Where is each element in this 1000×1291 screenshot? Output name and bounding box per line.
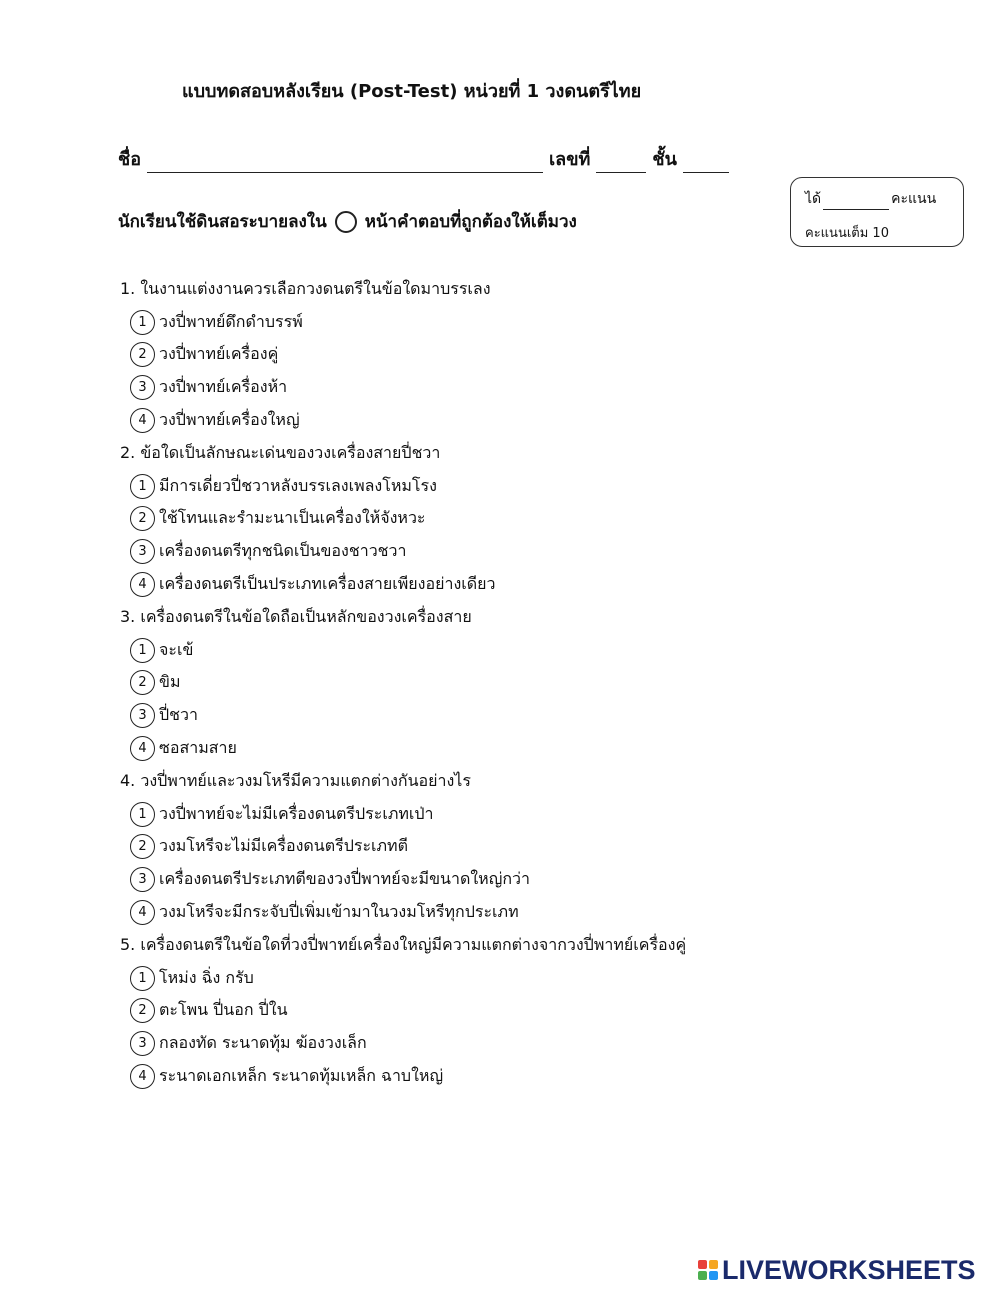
answer-bubble[interactable]: 4 bbox=[130, 408, 155, 433]
class-label: ชั้น bbox=[652, 149, 677, 170]
answer-bubble[interactable]: 3 bbox=[130, 1031, 155, 1056]
score-points-label: คะแนน bbox=[891, 191, 937, 207]
answer-choice[interactable] bbox=[118, 306, 878, 339]
answer-text: วงปี่พาทย์ดึกดำบรรพ์ bbox=[159, 311, 303, 331]
answer-choice[interactable] bbox=[118, 699, 878, 732]
answer-text: ขิม bbox=[159, 672, 181, 692]
question-text: 2. ข้อใดเป็นลักษณะเด่นของวงเครื่องสายปี่ชวา bbox=[120, 442, 441, 462]
number-field[interactable] bbox=[596, 154, 646, 173]
answer-text: วงปี่พาทย์เครื่องคู่ bbox=[159, 344, 279, 364]
answer-bubble[interactable]: 3 bbox=[130, 703, 155, 728]
name-label: ชื่อ bbox=[118, 149, 142, 170]
answer-bubble[interactable]: 2 bbox=[130, 342, 155, 367]
answer-bubble[interactable]: 1 bbox=[130, 966, 155, 991]
circle-icon bbox=[335, 211, 357, 233]
logo-square bbox=[698, 1260, 707, 1269]
answer-text: เครื่องดนตรีเป็นประเภทเครื่องสายเพียงอย่างเดียว bbox=[159, 574, 496, 594]
answer-choice[interactable] bbox=[118, 863, 878, 896]
answer-bubble[interactable]: 3 bbox=[130, 539, 155, 564]
class-field[interactable] bbox=[683, 154, 729, 173]
answer-bubble[interactable]: 1 bbox=[130, 802, 155, 827]
student-info-line bbox=[118, 144, 735, 173]
answer-choice[interactable] bbox=[118, 1060, 878, 1093]
answer-text: ระนาดเอกเหล็ก ระนาดทุ้มเหล็ก ฉาบใหญ่ bbox=[159, 1066, 444, 1086]
instruction-text-before: นักเรียนใช้ดินสอระบายลงใน bbox=[118, 212, 327, 232]
answer-choice[interactable] bbox=[118, 404, 878, 437]
answer-text: วงมโหรีจะมีกระจับปี่เพิ่มเข้ามาในวงมโหรีทุกประเภท bbox=[159, 902, 519, 922]
answer-bubble[interactable]: 2 bbox=[130, 670, 155, 695]
answer-choice[interactable] bbox=[118, 732, 878, 765]
liveworksheets-logo-icon bbox=[698, 1260, 718, 1280]
answer-choice[interactable] bbox=[118, 371, 878, 404]
answer-text: วงปี่พาทย์เครื่องใหญ่ bbox=[159, 410, 300, 430]
answer-choice[interactable] bbox=[118, 962, 878, 995]
answer-bubble[interactable]: 4 bbox=[130, 572, 155, 597]
worksheet-title: แบบทดสอบหลังเรียน (Post-Test) หน่วยที่ 1 วงดนตรีไทย bbox=[182, 81, 642, 102]
answer-bubble[interactable]: 3 bbox=[130, 375, 155, 400]
answer-choice[interactable] bbox=[118, 667, 878, 700]
answer-choice[interactable] bbox=[118, 568, 878, 601]
answer-choice[interactable] bbox=[118, 634, 878, 667]
answer-bubble[interactable]: 1 bbox=[130, 638, 155, 663]
answer-bubble[interactable]: 2 bbox=[130, 998, 155, 1023]
answer-text: วงมโหรีจะไม่มีเครื่องดนตรีประเภทตี bbox=[159, 836, 408, 856]
answer-text: โหม่ง ฉิ่ง กรับ bbox=[159, 967, 254, 987]
answer-text: ตะโพน ปี่นอก ปี่ใน bbox=[159, 1000, 288, 1020]
logo-square bbox=[709, 1260, 718, 1269]
answer-text: ใช้โทนและรำมะนาเป็นเครื่องให้จังหวะ bbox=[159, 508, 426, 528]
answer-choice[interactable] bbox=[118, 470, 878, 503]
question-text: 3. เครื่องดนตรีในข้อใดถือเป็นหลักของวงเครื่องสาย bbox=[120, 606, 472, 626]
question-list bbox=[118, 273, 878, 1093]
instruction bbox=[118, 208, 577, 235]
answer-bubble[interactable]: 4 bbox=[130, 736, 155, 761]
number-label: เลขที่ bbox=[549, 149, 591, 170]
answer-text: จะเข้ bbox=[159, 639, 194, 659]
score-got-label: ได้ bbox=[805, 191, 822, 207]
answer-text: วงปี่พาทย์เครื่องห้า bbox=[159, 377, 288, 397]
instruction-text-after: หน้าคำตอบที่ถูกต้องให้เต็มวง bbox=[364, 212, 577, 232]
answer-bubble[interactable]: 3 bbox=[130, 867, 155, 892]
liveworksheets-brand bbox=[698, 1254, 976, 1286]
answer-bubble[interactable]: 2 bbox=[130, 506, 155, 531]
question-text: 4. วงปี่พาทย์และวงมโหรีมีความแตกต่างกันอย่างไร bbox=[120, 770, 471, 790]
question-text: 5. เครื่องดนตรีในข้อใดที่วงปี่พาทย์เครื่องใหญ่มีความแตกต่างจากวงปี่พาทย์เครื่องคู่ bbox=[120, 934, 687, 954]
brand-wordmark: LIVEWORKSHEETS bbox=[722, 1254, 976, 1285]
answer-choice[interactable] bbox=[118, 1027, 878, 1060]
answer-choice[interactable] bbox=[118, 503, 878, 536]
answer-choice[interactable] bbox=[118, 831, 878, 864]
answer-choice[interactable] bbox=[118, 339, 878, 372]
name-field[interactable] bbox=[147, 154, 543, 173]
logo-square bbox=[709, 1271, 718, 1280]
answer-bubble[interactable]: 2 bbox=[130, 834, 155, 859]
question-text: 1. ในงานแต่งงานควรเลือกวงดนตรีในข้อใดมาบรรเลง bbox=[120, 279, 491, 298]
score-field[interactable] bbox=[823, 195, 889, 210]
answer-text: กลองทัด ระนาดทุ้ม ฆ้องวงเล็ก bbox=[159, 1033, 367, 1053]
answer-choice[interactable] bbox=[118, 535, 878, 568]
answer-text: ซอสามสาย bbox=[159, 738, 237, 758]
answer-bubble[interactable]: 4 bbox=[130, 900, 155, 925]
answer-text: เครื่องดนตรีทุกชนิดเป็นของชาวชวา bbox=[159, 541, 407, 561]
answer-bubble[interactable]: 1 bbox=[130, 310, 155, 335]
score-box bbox=[790, 177, 964, 247]
answer-text: เครื่องดนตรีประเภทตีของวงปี่พาทย์จะมีขนาดใหญ่กว่า bbox=[159, 869, 530, 889]
answer-choice[interactable] bbox=[118, 798, 878, 831]
answer-choice[interactable] bbox=[118, 896, 878, 929]
answer-bubble[interactable]: 1 bbox=[130, 474, 155, 499]
logo-square bbox=[698, 1271, 707, 1280]
score-full-label: คะแนนเต็ม 10 bbox=[805, 226, 889, 241]
answer-text: วงปี่พาทย์จะไม่มีเครื่องดนตรีประเภทเป่า bbox=[159, 803, 434, 823]
answer-bubble[interactable]: 4 bbox=[130, 1064, 155, 1089]
answer-choice[interactable] bbox=[118, 995, 878, 1028]
answer-text: มีการเดี่ยวปี่ชวาหลังบรรเลงเพลงโหมโรง bbox=[159, 475, 437, 495]
answer-text: ปี่ชวา bbox=[159, 705, 198, 725]
